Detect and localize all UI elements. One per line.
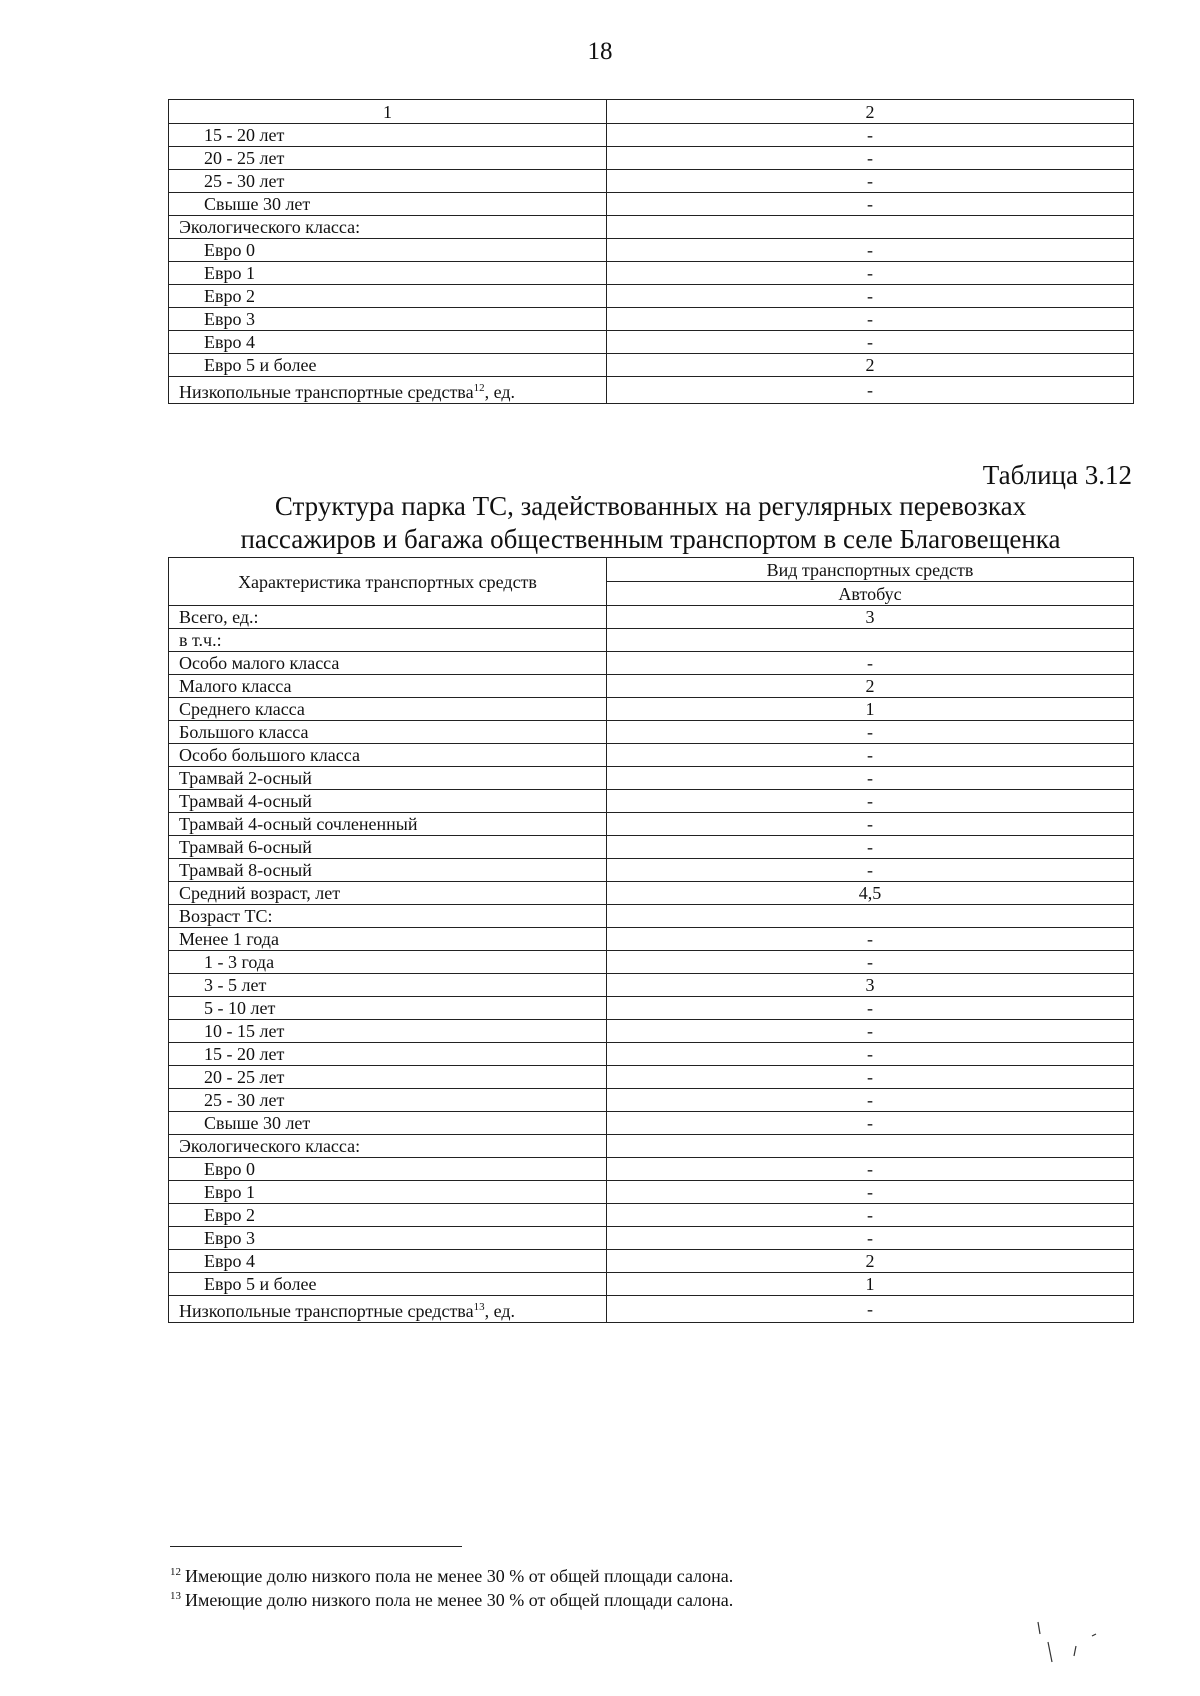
- low-floor-label: Низкопольные транспортные средства: [179, 382, 474, 402]
- table-row: [169, 1273, 1134, 1296]
- table-row: [169, 951, 1134, 974]
- row-value: -: [607, 997, 1134, 1020]
- table-row: [169, 285, 1134, 308]
- pen-marks: [1030, 1618, 1150, 1678]
- row-value: -: [607, 1227, 1134, 1250]
- table-row: [169, 354, 1134, 377]
- table-row: [169, 1043, 1134, 1066]
- row-value: -: [607, 1043, 1134, 1066]
- row-value: -: [607, 1066, 1134, 1089]
- row-value: -: [607, 147, 1134, 170]
- table-row: [169, 170, 1134, 193]
- row-label: Малого класса: [169, 675, 607, 698]
- row-value: -: [607, 652, 1134, 675]
- table-row: [169, 1227, 1134, 1250]
- table-row: [169, 331, 1134, 354]
- row-label: [169, 1296, 607, 1323]
- table-title-line-1: Структура парка ТС, задействованных на регулярных перевозках: [274, 491, 1027, 521]
- footnote-mark: 12: [170, 1566, 181, 1578]
- row-value: -: [607, 377, 1134, 404]
- table-row: [169, 813, 1134, 836]
- row-value: [607, 216, 1134, 239]
- row-value: -: [607, 1204, 1134, 1227]
- row-label: Евро 2: [169, 1204, 607, 1227]
- row-value: 1: [607, 698, 1134, 721]
- table-number: Таблица 3.12: [982, 460, 1132, 490]
- row-value: -: [607, 239, 1134, 262]
- footnote-reference: 12: [473, 382, 485, 394]
- table-row: [169, 882, 1134, 905]
- row-label: 5 - 10 лет: [169, 997, 607, 1020]
- table-row: [169, 262, 1134, 285]
- row-value: 2: [607, 675, 1134, 698]
- table-row: [169, 308, 1134, 331]
- table-row: [169, 836, 1134, 859]
- row-label: Трамвай 4-осный сочлененный: [169, 813, 607, 836]
- row-label: Всего, ед.:: [169, 606, 607, 629]
- row-label: 1 - 3 года: [169, 951, 607, 974]
- row-value: -: [607, 262, 1134, 285]
- row-value: -: [607, 124, 1134, 147]
- table-row: [169, 997, 1134, 1020]
- table-row: [169, 905, 1134, 928]
- row-label: 3 - 5 лет: [169, 974, 607, 997]
- row-value: -: [607, 1020, 1134, 1043]
- row-value: 1: [607, 1273, 1134, 1296]
- row-value: -: [607, 308, 1134, 331]
- header-bus: Автобус: [607, 582, 1134, 606]
- row-label: 10 - 15 лет: [169, 1020, 607, 1043]
- row-label: Евро 0: [169, 1158, 607, 1181]
- table-row: [169, 1089, 1134, 1112]
- row-value: -: [607, 170, 1134, 193]
- row-value: -: [607, 1296, 1134, 1323]
- row-value: [607, 905, 1134, 928]
- row-label: Свыше 30 лет: [169, 1112, 607, 1135]
- unit-suffix: , ед.: [484, 382, 515, 402]
- row-label: Евро 4: [169, 1250, 607, 1273]
- row-label: Евро 1: [169, 1181, 607, 1204]
- row-label: Средний возраст, лет: [169, 882, 607, 905]
- table-row: [169, 239, 1134, 262]
- row-value: [607, 1135, 1134, 1158]
- row-label: Среднего класса: [169, 698, 607, 721]
- column-number-1: 1: [169, 100, 607, 124]
- table-row: [169, 1135, 1134, 1158]
- row-label: Возраст ТС:: [169, 905, 607, 928]
- row-label: Менее 1 года: [169, 928, 607, 951]
- header-characteristic: Характеристика транспортных средств: [169, 558, 607, 606]
- table-row: [169, 124, 1134, 147]
- row-label: Большого класса: [169, 721, 607, 744]
- row-value: [607, 629, 1134, 652]
- table-title: [168, 490, 1133, 556]
- table-row: [169, 721, 1134, 744]
- row-label: Евро 5 и более: [169, 1273, 607, 1296]
- unit-suffix: , ед.: [484, 1301, 515, 1321]
- row-value: -: [607, 790, 1134, 813]
- table-row-low-floor: [169, 377, 1134, 404]
- table-row: [169, 652, 1134, 675]
- low-floor-label: Низкопольные транспортные средства: [179, 1301, 474, 1321]
- row-label: 15 - 20 лет: [169, 1043, 607, 1066]
- table-row: [169, 675, 1134, 698]
- row-label: 20 - 25 лет: [169, 147, 607, 170]
- row-label: Экологического класса:: [169, 216, 607, 239]
- row-label: Евро 3: [169, 308, 607, 331]
- row-label: Евро 2: [169, 285, 607, 308]
- footnote-13: [170, 1584, 733, 1612]
- row-value: -: [607, 928, 1134, 951]
- row-value: -: [607, 836, 1134, 859]
- row-label: Евро 1: [169, 262, 607, 285]
- row-label: 15 - 20 лет: [169, 124, 607, 147]
- row-label: Особо большого класса: [169, 744, 607, 767]
- table-row: [169, 606, 1134, 629]
- row-value: -: [607, 1112, 1134, 1135]
- header-vehicle-type: Вид транспортных средств: [607, 558, 1134, 582]
- row-value: -: [607, 721, 1134, 744]
- fleet-structure-table: [168, 557, 1134, 1323]
- row-label: [169, 377, 607, 404]
- row-value: -: [607, 1181, 1134, 1204]
- footnote-text: Имеющие долю низкого пола не менее 30 % от общей площади салона.: [185, 1590, 734, 1610]
- table-row: [169, 767, 1134, 790]
- page-number: 18: [587, 38, 613, 65]
- row-label: Евро 4: [169, 331, 607, 354]
- table-row: [169, 193, 1134, 216]
- table-row: [169, 698, 1134, 721]
- row-value: -: [607, 951, 1134, 974]
- footnote-text: Имеющие долю низкого пола не менее 30 % от общей площади салона.: [185, 1566, 734, 1586]
- row-value: -: [607, 859, 1134, 882]
- row-label: Особо малого класса: [169, 652, 607, 675]
- table-row: [169, 147, 1134, 170]
- row-value: -: [607, 1158, 1134, 1181]
- table-row: [169, 1112, 1134, 1135]
- row-label: Евро 5 и более: [169, 354, 607, 377]
- row-value: -: [607, 193, 1134, 216]
- row-value: -: [607, 1089, 1134, 1112]
- row-value: -: [607, 331, 1134, 354]
- row-value: -: [607, 767, 1134, 790]
- table-row: [169, 1181, 1134, 1204]
- row-label: Трамвай 4-осный: [169, 790, 607, 813]
- column-number-2: 2: [607, 100, 1134, 124]
- table-header-row: [169, 558, 1134, 582]
- row-value: 2: [607, 354, 1134, 377]
- row-value: 3: [607, 606, 1134, 629]
- footnote-reference: 13: [473, 1301, 485, 1313]
- table-row: [169, 216, 1134, 239]
- table-row: [169, 974, 1134, 997]
- row-value: -: [607, 813, 1134, 836]
- row-label: 20 - 25 лет: [169, 1066, 607, 1089]
- table-row: [169, 1250, 1134, 1273]
- row-label: 25 - 30 лет: [169, 170, 607, 193]
- row-label: Экологического класса:: [169, 1135, 607, 1158]
- table-row: [169, 1020, 1134, 1043]
- row-label: Трамвай 6-осный: [169, 836, 607, 859]
- footnote-mark: 13: [170, 1590, 181, 1602]
- table-row-low-floor: [169, 1296, 1134, 1323]
- row-value: -: [607, 744, 1134, 767]
- footnote-divider: [170, 1546, 462, 1547]
- row-label: Трамвай 2-осный: [169, 767, 607, 790]
- table-header-row: [169, 100, 1134, 124]
- row-value: -: [607, 285, 1134, 308]
- continued-table-body: [169, 124, 1134, 404]
- table-row: [169, 629, 1134, 652]
- table-row: [169, 744, 1134, 767]
- table-title-line-2: пассажиров и багажа общественным транспортом в селе Благовещенка: [240, 524, 1061, 554]
- row-value: 3: [607, 974, 1134, 997]
- table-row: [169, 1204, 1134, 1227]
- row-value: 2: [607, 1250, 1134, 1273]
- row-label: 25 - 30 лет: [169, 1089, 607, 1112]
- row-label: Евро 0: [169, 239, 607, 262]
- row-label: Евро 3: [169, 1227, 607, 1250]
- table-row: [169, 1066, 1134, 1089]
- continued-table: [168, 99, 1134, 404]
- table-row: [169, 790, 1134, 813]
- table-row: [169, 1158, 1134, 1181]
- row-label: в т.ч.:: [169, 629, 607, 652]
- row-label: Свыше 30 лет: [169, 193, 607, 216]
- table-row: [169, 928, 1134, 951]
- row-label: Трамвай 8-осный: [169, 859, 607, 882]
- row-value: 4,5: [607, 882, 1134, 905]
- fleet-structure-table-body: [169, 606, 1134, 1323]
- table-row: [169, 859, 1134, 882]
